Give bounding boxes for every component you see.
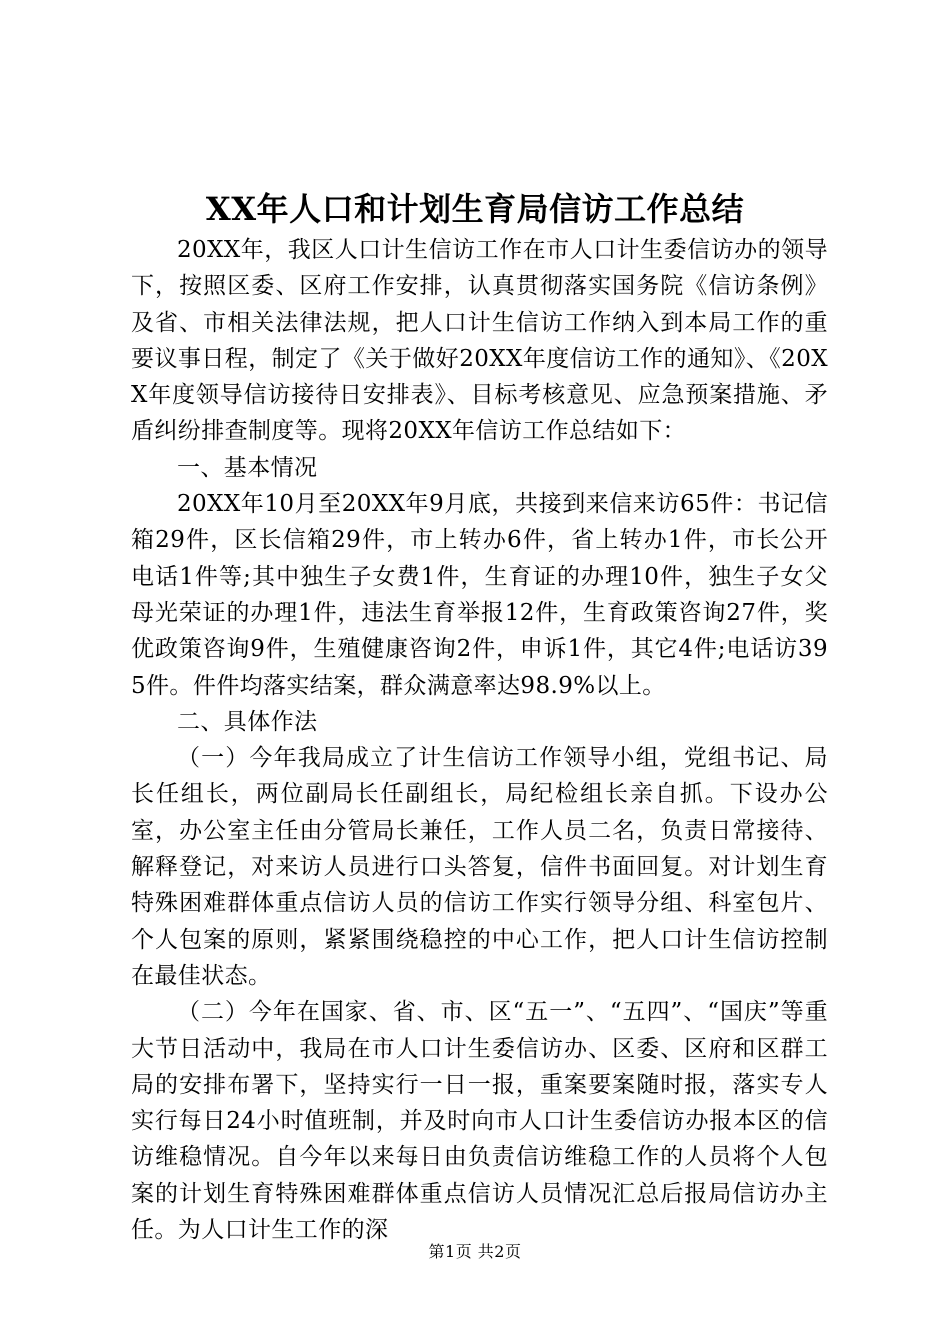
page-footer: 第1页 共2页 <box>428 1242 522 1261</box>
document-body <box>131 232 828 1248</box>
document-title: XX年人口和计划生育局信访工作总结 <box>205 190 745 228</box>
practice-paragraph-1: （一）今年我局成立了计生信访工作领导小组，党组书记、局长任组长，两位副局长任副组长，局纪检组长亲自抓。下设办公室，办公室主任由分管局长兼任，工作人员二名，负责日常接待、解释登记，对来访人员进行口头答复，信件书面回复。对计划生育特殊困难群体重点信访人员的信访工作实行领导分组、科室包片、个人包案的原则，紧紧围绕稳控的中心工作，把人口计生信访控制在最佳状态。 <box>131 745 828 989</box>
practice-paragraph-2: （二）今年在国家、省、市、区“五一”、“五四”、“国庆”等重大节日活动中，我局在市人口计生委信访办、区委、区府和区群工局的安排布署下，坚持实行一日一报，重案要案随时报，落实专人实行每日24小时值班制，并及时向市人口计生委信访办报本区的信访维稳情况。自今年以来每日由负责信访维稳工作的人员将个人包案的计划生育特殊困难群体重点信访人员情况汇总后报局信访办主任。为人口计生工作的深 <box>131 999 828 1244</box>
intro-paragraph: 20XX年，我区人口计生信访工作在市人口计生委信访办的领导下，按照区委、区府工作安排，认真贯彻落实国务院《信访条例》及省、市相关法律法规，把人口计生信访工作纳入到本局工作的重要议事日程，制定了《关于做好20XX年度信访工作的通知》、《20XX年度领导信访接待日安排表》、目标考核意见、应急预案措施、矛盾纠纷排查制度等。现将20XX年信访工作总结如下： <box>131 237 828 445</box>
section-heading-basic-situation: 一、基本情况 <box>177 454 318 481</box>
basic-situation-paragraph: 20XX年10月至20XX年9月底，共接到来信来访65件：书记信箱29件，区长信箱29件，市上转办6件，省上转办1件，市长公开电话1件等;其中独生子女费1件，生育证的办理10件，独生子女父母光荣证的办理1件，违法生育举报12件，生育政策咨询27件，奖优政策咨询9件，生殖健康咨询2件，申诉1件，其它4件;电话访395件。件件均落实结案，群众满意率达98.9%以上。 <box>131 491 828 699</box>
section-heading-specific-practices: 二、具体作法 <box>177 708 318 735</box>
